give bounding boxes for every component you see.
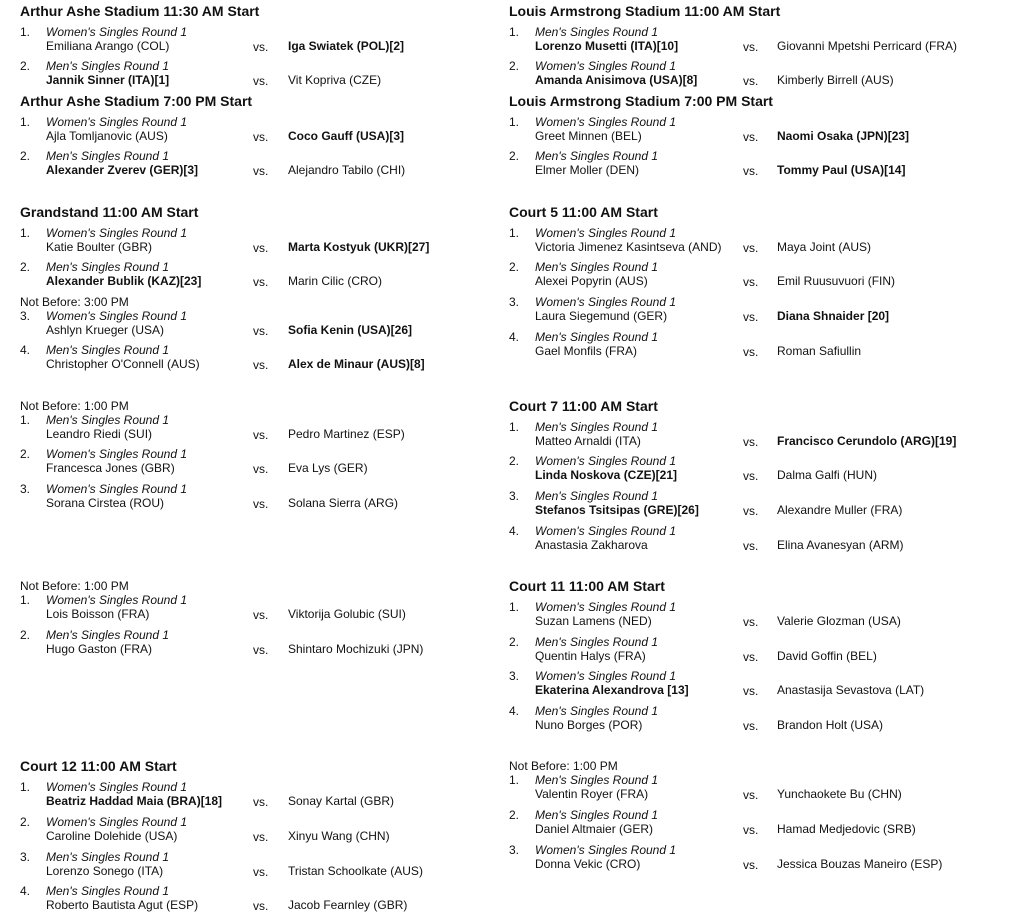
player-one: Matteo Arnaldi (ITA) (535, 434, 641, 448)
player-one: Alexander Zverev (GER)[3] (46, 163, 199, 177)
match-number: 3. (20, 482, 31, 496)
event-label: Women's Singles Round 1 (535, 226, 677, 240)
court-heading: Arthur Ashe Stadium 11:30 AM Start (20, 3, 260, 19)
vs-label: vs. (253, 497, 269, 511)
player-one: Lorenzo Sonego (ITA) (46, 864, 164, 878)
vs-label: vs. (253, 899, 269, 913)
event-label: Men's Singles Round 1 (535, 808, 659, 822)
match-number: 3. (509, 669, 520, 683)
player-one: Christopher O'Connell (AUS) (46, 357, 200, 371)
player-one: Quentin Halys (FRA) (535, 649, 646, 663)
event-label: Women's Singles Round 1 (535, 524, 677, 538)
player-two: Eva Lys (GER) (288, 461, 368, 475)
event-label: Men's Singles Round 1 (46, 413, 170, 427)
match-number: 1. (509, 773, 520, 787)
event-label: Men's Singles Round 1 (535, 704, 659, 718)
vs-label: vs. (743, 345, 759, 359)
match-number: 3. (509, 843, 520, 857)
vs-label: vs. (253, 428, 269, 442)
event-label: Women's Singles Round 1 (535, 843, 677, 857)
vs-label: vs. (743, 40, 759, 54)
event-label: Women's Singles Round 1 (46, 780, 188, 794)
player-two: Maya Joint (AUS) (777, 240, 872, 254)
event-label: Men's Singles Round 1 (535, 330, 659, 344)
event-label: Women's Singles Round 1 (535, 59, 677, 73)
player-one: Alexander Bublik (KAZ)[23] (46, 274, 202, 288)
vs-label: vs. (253, 130, 269, 144)
event-label: Men's Singles Round 1 (535, 773, 659, 787)
event-label: Men's Singles Round 1 (46, 59, 170, 73)
vs-label: vs. (743, 74, 759, 88)
player-two: Francisco Cerundolo (ARG)[19] (777, 434, 957, 448)
match-number: 2. (509, 59, 520, 73)
vs-label: vs. (253, 865, 269, 879)
vs-label: vs. (743, 823, 759, 837)
match-number: 1. (509, 600, 520, 614)
match-number: 3. (20, 309, 31, 323)
vs-label: vs. (743, 684, 759, 698)
event-label: Women's Singles Round 1 (46, 447, 188, 461)
match-number: 2. (20, 149, 31, 163)
vs-label: vs. (253, 40, 269, 54)
player-two: Iga Swiatek (POL)[2] (288, 39, 405, 53)
match-number: 4. (509, 524, 520, 538)
match-number: 1. (20, 413, 31, 427)
player-one: Elmer Moller (DEN) (535, 163, 640, 177)
court-heading: Louis Armstrong Stadium 11:00 AM Start (509, 3, 781, 19)
player-one: Hugo Gaston (FRA) (46, 642, 153, 656)
vs-label: vs. (743, 504, 759, 518)
event-label: Men's Singles Round 1 (46, 628, 170, 642)
vs-label: vs. (253, 164, 269, 178)
match-number: 1. (20, 25, 31, 39)
player-one: Emiliana Arango (COL) (46, 39, 170, 53)
player-two: Valerie Glozman (USA) (777, 614, 901, 628)
event-label: Men's Singles Round 1 (46, 149, 170, 163)
player-one: Lorenzo Musetti (ITA)[10] (535, 39, 679, 53)
event-label: Men's Singles Round 1 (535, 489, 659, 503)
not-before-note: Not Before: 1:00 PM (20, 399, 129, 413)
player-one: Linda Noskova (CZE)[21] (535, 468, 678, 482)
player-one: Sorana Cirstea (ROU) (46, 496, 165, 510)
vs-label: vs. (253, 74, 269, 88)
vs-label: vs. (743, 435, 759, 449)
match-number: 2. (509, 808, 520, 822)
vs-label: vs. (253, 643, 269, 657)
player-one: Donna Vekic (CRO) (535, 857, 641, 871)
court-heading: Arthur Ashe Stadium 7:00 PM Start (20, 93, 253, 109)
player-one: Victoria Jimenez Kasintseva (AND) (535, 240, 722, 254)
vs-label: vs. (743, 615, 759, 629)
player-one: Stefanos Tsitsipas (GRE)[26] (535, 503, 699, 517)
match-number: 4. (509, 330, 520, 344)
player-two: Shintaro Mochizuki (JPN) (288, 642, 424, 656)
player-one: Valentin Royer (FRA) (535, 787, 649, 801)
player-two: Xinyu Wang (CHN) (288, 829, 390, 843)
player-one: Ashlyn Krueger (USA) (46, 323, 165, 337)
player-one: Ekaterina Alexandrova [13] (535, 683, 689, 697)
match-number: 1. (20, 593, 31, 607)
vs-label: vs. (253, 462, 269, 476)
match-number: 4. (509, 704, 520, 718)
vs-label: vs. (253, 358, 269, 372)
vs-label: vs. (253, 608, 269, 622)
player-two: Kimberly Birrell (AUS) (777, 73, 894, 87)
player-two: Roman Safiullin (777, 344, 862, 358)
player-two: Naomi Osaka (JPN)[23] (777, 129, 910, 143)
player-one: Beatriz Haddad Maia (BRA)[18] (46, 794, 223, 808)
event-label: Men's Singles Round 1 (46, 343, 170, 357)
player-one: Francesca Jones (GBR) (46, 461, 175, 475)
event-label: Men's Singles Round 1 (46, 884, 170, 898)
match-number: 2. (509, 635, 520, 649)
player-two: Coco Gauff (USA)[3] (288, 129, 404, 143)
player-one: Ajla Tomljanovic (AUS) (46, 129, 168, 143)
event-label: Women's Singles Round 1 (535, 115, 677, 129)
event-label: Men's Singles Round 1 (535, 260, 659, 274)
event-label: Women's Singles Round 1 (46, 226, 188, 240)
vs-label: vs. (253, 830, 269, 844)
vs-label: vs. (743, 788, 759, 802)
match-number: 1. (509, 420, 520, 434)
player-two: Alejandro Tabilo (CHI) (288, 163, 406, 177)
player-one: Daniel Altmaier (GER) (535, 822, 654, 836)
player-two: Elina Avanesyan (ARM) (777, 538, 904, 552)
not-before-note: Not Before: 3:00 PM (20, 295, 129, 309)
player-two: Diana Shnaider [20] (777, 309, 890, 323)
vs-label: vs. (253, 795, 269, 809)
event-label: Men's Singles Round 1 (46, 850, 170, 864)
player-two: Emil Ruusuvuori (FIN) (777, 274, 896, 288)
match-number: 2. (509, 454, 520, 468)
event-label: Women's Singles Round 1 (46, 309, 188, 323)
court-heading: Grandstand 11:00 AM Start (20, 204, 199, 220)
match-number: 2. (20, 447, 31, 461)
player-two: Solana Sierra (ARG) (288, 496, 399, 510)
vs-label: vs. (743, 650, 759, 664)
player-two: Anastasija Sevastova (LAT) (777, 683, 925, 697)
match-number: 2. (509, 260, 520, 274)
vs-label: vs. (743, 858, 759, 872)
event-label: Women's Singles Round 1 (535, 600, 677, 614)
vs-label: vs. (743, 719, 759, 733)
event-label: Women's Singles Round 1 (535, 295, 677, 309)
player-one: Suzan Lamens (NED) (535, 614, 652, 628)
player-two: Viktorija Golubic (SUI) (288, 607, 406, 621)
event-label: Women's Singles Round 1 (46, 482, 188, 496)
player-two: Sofia Kenin (USA)[26] (288, 323, 413, 337)
match-number: 2. (20, 260, 31, 274)
match-number: 1. (20, 115, 31, 129)
player-one: Laura Siegemund (GER) (535, 309, 668, 323)
vs-label: vs. (743, 469, 759, 483)
match-number: 2. (509, 149, 520, 163)
vs-label: vs. (743, 275, 759, 289)
match-number: 1. (509, 25, 520, 39)
event-label: Men's Singles Round 1 (535, 149, 659, 163)
player-two: Brandon Holt (USA) (777, 718, 884, 732)
event-label: Women's Singles Round 1 (535, 669, 677, 683)
vs-label: vs. (743, 310, 759, 324)
player-two: Jessica Bouzas Maneiro (ESP) (777, 857, 943, 871)
player-one: Greet Minnen (BEL) (535, 129, 642, 143)
player-two: David Goffin (BEL) (777, 649, 877, 663)
court-heading: Court 7 11:00 AM Start (509, 398, 658, 414)
player-one: Katie Boulter (GBR) (46, 240, 153, 254)
match-number: 2. (20, 628, 31, 642)
not-before-note: Not Before: 1:00 PM (509, 759, 618, 773)
vs-label: vs. (743, 130, 759, 144)
player-two: Marin Cilic (CRO) (288, 274, 382, 288)
player-two: Marta Kostyuk (UKR)[27] (288, 240, 430, 254)
player-one: Gael Monfils (FRA) (535, 344, 638, 358)
event-label: Women's Singles Round 1 (46, 593, 188, 607)
player-one: Nuno Borges (POR) (535, 718, 643, 732)
vs-label: vs. (743, 241, 759, 255)
player-two: Giovanni Mpetshi Perricard (FRA) (777, 39, 958, 53)
match-number: 4. (20, 343, 31, 357)
vs-label: vs. (253, 275, 269, 289)
player-two: Vit Kopriva (CZE) (288, 73, 382, 87)
match-number: 1. (20, 780, 31, 794)
event-label: Women's Singles Round 1 (46, 815, 188, 829)
vs-label: vs. (253, 241, 269, 255)
event-label: Men's Singles Round 1 (535, 635, 659, 649)
court-heading: Louis Armstrong Stadium 7:00 PM Start (509, 93, 773, 109)
match-number: 1. (20, 226, 31, 240)
player-one: Amanda Anisimova (USA)[8] (535, 73, 698, 87)
vs-label: vs. (253, 324, 269, 338)
match-number: 3. (509, 489, 520, 503)
player-two: Alexandre Muller (FRA) (777, 503, 903, 517)
court-heading: Court 11 11:00 AM Start (509, 578, 665, 594)
not-before-note: Not Before: 1:00 PM (20, 579, 129, 593)
player-one: Caroline Dolehide (USA) (46, 829, 178, 843)
vs-label: vs. (743, 164, 759, 178)
player-two: Tommy Paul (USA)[14] (777, 163, 906, 177)
match-number: 1. (509, 226, 520, 240)
match-number: 4. (20, 884, 31, 898)
event-label: Men's Singles Round 1 (535, 420, 659, 434)
player-one: Anastasia Zakharova (535, 538, 648, 552)
court-heading: Court 5 11:00 AM Start (509, 204, 658, 220)
player-one: Alexei Popyrin (AUS) (535, 274, 648, 288)
vs-label: vs. (743, 539, 759, 553)
player-two: Alex de Minaur (AUS)[8] (288, 357, 425, 371)
player-one: Roberto Bautista Agut (ESP) (46, 898, 199, 912)
event-label: Women's Singles Round 1 (535, 454, 677, 468)
match-number: 3. (20, 850, 31, 864)
match-number: 2. (20, 815, 31, 829)
event-label: Women's Singles Round 1 (46, 115, 188, 129)
match-number: 1. (509, 115, 520, 129)
player-two: Jacob Fearnley (GBR) (288, 898, 408, 912)
match-number: 2. (20, 59, 31, 73)
player-two: Tristan Schoolkate (AUS) (288, 864, 423, 878)
player-two: Hamad Medjedovic (SRB) (777, 822, 916, 836)
player-one: Leandro Riedi (SUI) (46, 427, 153, 441)
player-two: Yunchaokete Bu (CHN) (777, 787, 902, 801)
match-number: 3. (509, 295, 520, 309)
player-one: Jannik Sinner (ITA)[1] (46, 73, 170, 87)
court-heading: Court 12 11:00 AM Start (20, 758, 177, 774)
event-label: Men's Singles Round 1 (535, 25, 659, 39)
player-two: Dalma Galfi (HUN) (777, 468, 878, 482)
player-two: Sonay Kartal (GBR) (288, 794, 395, 808)
player-one: Lois Boisson (FRA) (46, 607, 150, 621)
event-label: Women's Singles Round 1 (46, 25, 188, 39)
event-label: Men's Singles Round 1 (46, 260, 170, 274)
player-two: Pedro Martinez (ESP) (288, 427, 405, 441)
